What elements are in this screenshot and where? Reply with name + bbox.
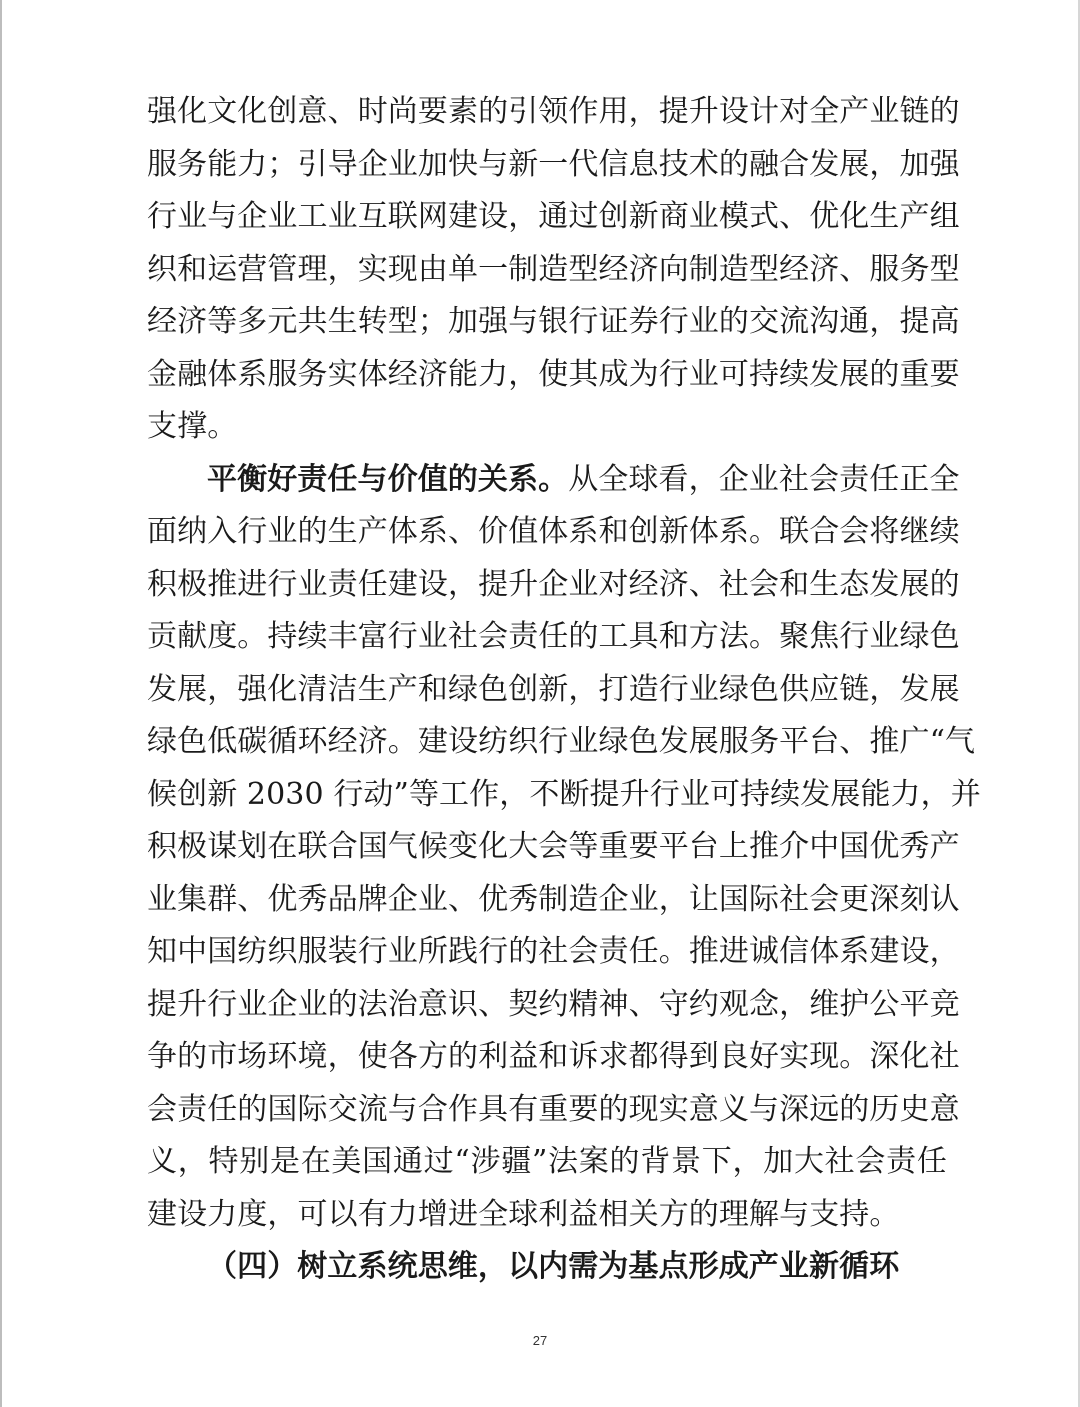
paragraph-2-first-line <box>147 454 960 507</box>
text-line: 积极推进行业责任建设，提升企业对经济、社会和生态发展的 <box>147 566 960 602</box>
text-line: 建设力度，可以有力增进全球利益相关方的理解与支持。 <box>147 1196 900 1232</box>
page-number: 27 <box>532 1333 548 1348</box>
text-line: 行业与企业工业互联网建设，通过创新商业模式、优化生产组 <box>147 199 960 234</box>
text-line: 发展，强化清洁生产和绿色创新，打造行业绿色供应链，发展 <box>147 671 960 707</box>
text-line: 会责任的国际交流与合作具有重要的现实意义与深远的历史意 <box>147 1091 960 1127</box>
text-line: 服务能力；引导企业加快与新一代信息技术的融合发展，加强 <box>147 146 960 182</box>
text-line: 知中国纺织服装行业所践行的社会责任。推进诚信体系建设， <box>147 934 960 969</box>
section-heading: （四）树立系统思维，以内需为基点形成产业新循环 <box>207 1249 900 1284</box>
paragraph-lead-bold: 平衡好责任与价值的关系。 <box>207 461 569 497</box>
text-line: 面纳入行业的生产体系、价值体系和创新体系。联合会将继续 <box>147 514 960 549</box>
text-line: 贡献度。持续丰富行业社会责任的工具和方法。聚焦行业绿色 <box>147 619 960 654</box>
text-line: 提升行业企业的法治意识、契约精神、守约观念，维护公平竞 <box>147 986 960 1022</box>
text-line: 金融体系服务实体经济能力，使其成为行业可持续发展的重要 <box>147 356 960 392</box>
document-body <box>147 86 981 1294</box>
paragraph-first-line-rest: 从全球看，企业社会责任正全 <box>568 461 960 497</box>
text-line: 织和运营管理，实现由单一制造型经济向制造型经济、服务型 <box>147 251 960 287</box>
text-line: 义，特别是在美国通过“涉疆”法案的背景下，加大社会责任 <box>147 1144 947 1179</box>
paragraph-2 <box>147 454 981 1242</box>
text-line: 业集群、优秀品牌企业、优秀制造企业，让国际社会更深刻认 <box>147 881 960 917</box>
text-line: 支撑。 <box>147 409 238 444</box>
text-line: 候创新 2030 行动”等工作，不断提升行业可持续发展能力，并 <box>147 776 981 812</box>
paragraph-1 <box>147 86 960 454</box>
text-line: 积极谋划在联合国气候变化大会等重要平台上推介中国优秀产 <box>147 829 960 864</box>
text-line: 强化文化创意、时尚要素的引领作用，提升设计对全产业链的 <box>147 94 960 129</box>
page-left-edge <box>0 0 2 1407</box>
text-line: 经济等多元共生转型；加强与银行证券行业的交流沟通，提高 <box>147 304 960 339</box>
text-line: 绿色低碳循环经济。建设纺织行业绿色发展服务平台、推广“气 <box>147 724 976 759</box>
text-line: 争的市场环境，使各方的利益和诉求都得到良好实现。深化社 <box>147 1039 960 1074</box>
